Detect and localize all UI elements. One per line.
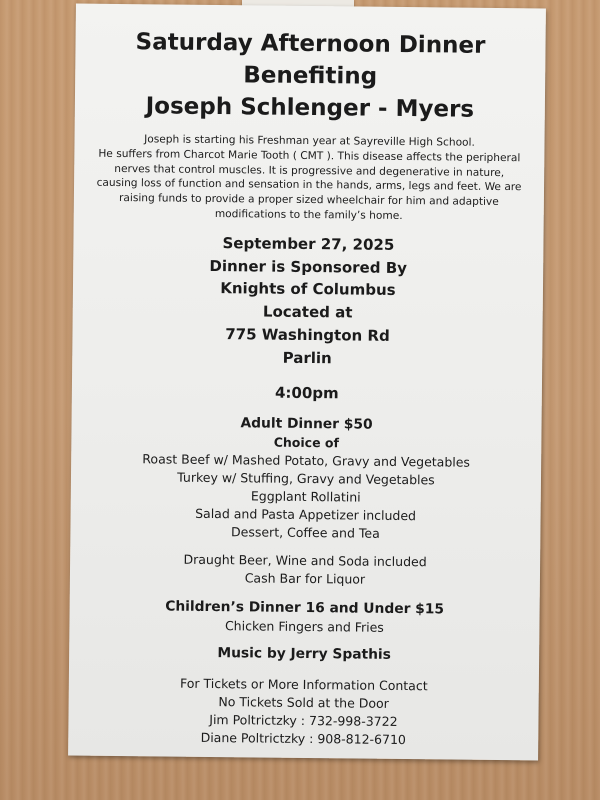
menu-item: Salad and Pasta Appetizer included [195,506,417,524]
event-date: September 27, 2025 [222,233,395,254]
sponsor-name: Knights of Columbus [220,279,396,300]
contact-line: Diane Poltrictzky : 908-812-6710 [200,730,406,748]
event-time: 4:00pm [274,383,339,402]
flyer-title-line-1: Saturday Afternoon Dinner [135,29,486,59]
drinks-line: Draught Beer, Wine and Soda included [183,552,427,570]
children-dinner-price: Children’s Dinner 16 and Under $15 [165,598,445,618]
flyer-title-line-2: Benefiting [243,62,378,90]
children-menu: Chicken Fingers and Fries [224,618,384,636]
flyer-description: Joseph is starting his Freshman year at Sayreville High School. He suffers from Charcot Marie Tooth ( CMT ). This disease affects the peripheral nerves that control muscles. It is progressive and degenerative in nature, causing loss of function and sensation in the hands, arms, legs and feet. We are raising funds to provide a proper sized wheelchair for him and adaptive modifications to the family’s home. [96,133,522,222]
flyer-content [68,26,546,751]
music-credit: Music by Jerry Spathis [217,645,391,664]
adult-dinner-price: Adult Dinner $50 [240,415,373,434]
contact-line: No Tickets Sold at the Door [218,694,389,712]
contact-line: For Tickets or More Information Contact [179,676,428,694]
flyer-title-line-3: Joseph Schlenger - Myers [145,93,475,123]
contact-line: Jim Poltrictzky : 732-998-3722 [209,712,398,730]
location-address: 775 Washington Rd [225,325,390,345]
drinks-line: Cash Bar for Liquor [244,570,366,587]
menu-item: Roast Beef w/ Mashed Potato, Gravy and Vegetables [142,451,471,471]
location-town: Parlin [282,348,332,368]
flyer-paper [68,4,546,761]
menu-item: Eggplant Rollatini [250,488,361,505]
menu-item: Dessert, Coffee and Tea [230,524,380,542]
location-heading: Located at [262,302,353,322]
choice-of-label: Choice of [273,435,340,451]
menu-item: Turkey w/ Stuffing, Gravy and Vegetables [177,470,435,488]
sponsor-heading: Dinner is Sponsored By [209,256,408,277]
